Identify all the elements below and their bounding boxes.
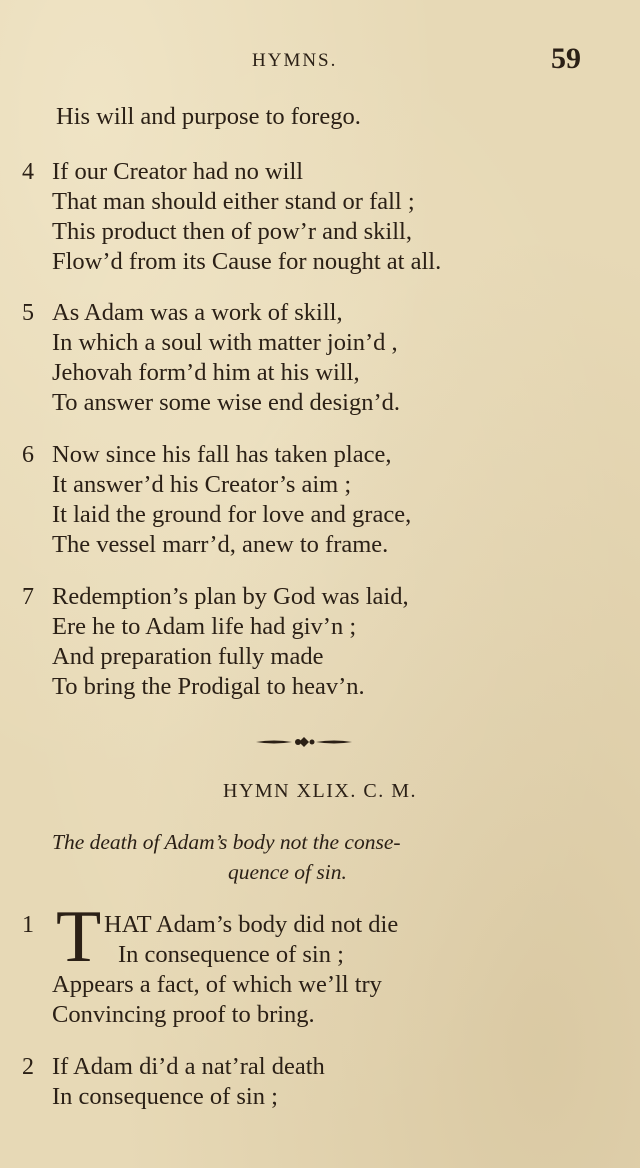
- verse-line: The vessel marr’d, anew to frame.: [52, 531, 389, 558]
- verse-line: Appears a fact, of which we’ll try: [52, 971, 382, 998]
- stanza-number: 1: [22, 912, 34, 938]
- verse-line: If our Creator had no will: [52, 158, 304, 185]
- verse-line: Now since his fall has taken place,: [52, 441, 392, 468]
- stanza-number: 4: [22, 159, 34, 185]
- verse-line: Jehovah form’d him at his will,: [52, 359, 360, 386]
- verse-line: Ere he to Adam life had giv’n ;: [52, 613, 357, 640]
- verse-line: In consequence of sin ;: [118, 941, 344, 968]
- ornament-right-flourish: [316, 741, 352, 744]
- verse-line: Redemption’s plan by God was laid,: [52, 583, 409, 610]
- ornament-dot: [310, 740, 315, 745]
- stanza-number: 2: [22, 1054, 34, 1080]
- verse-line: That man should either stand or fall ;: [52, 188, 415, 215]
- ornament-divider: [254, 734, 354, 750]
- running-title: HYMNS.: [252, 50, 338, 71]
- running-head: [0, 42, 640, 80]
- drop-cap: T: [56, 896, 102, 978]
- hymn-subtitle-line-2: quence of sin.: [228, 860, 347, 884]
- stanza-number: 7: [22, 584, 34, 610]
- hymn-subtitle-line-1: The death of Adam’s body not the conse-: [52, 830, 401, 854]
- verse-line: To answer some wise end design’d.: [52, 389, 401, 416]
- verse-line: As Adam was a work of skill,: [52, 299, 343, 326]
- verse-line: In which a soul with matter join’d ,: [52, 329, 398, 356]
- verse-line: This product then of pow’r and skill,: [52, 218, 412, 245]
- continuation-line: His will and purpose to forego.: [56, 103, 361, 130]
- verse-line: In consequence of sin ;: [52, 1083, 278, 1110]
- verse-line: HAT Adam’s body did not die: [104, 911, 399, 938]
- stanza-number: 5: [22, 300, 34, 326]
- verse-line: To bring the Prodigal to heav’n.: [52, 673, 365, 700]
- verse-line: It answer’d his Creator’s aim ;: [52, 471, 352, 498]
- hymn-title: HYMN XLIX. C. M.: [223, 780, 417, 802]
- stanza-number: 6: [22, 442, 34, 468]
- verse-line: And preparation fully made: [52, 643, 324, 670]
- ornament-left-flourish: [256, 741, 292, 744]
- ornament-diamond: [299, 737, 309, 747]
- verse-line: Flow’d from its Cause for nought at all.: [52, 248, 442, 275]
- verse-line: Convincing proof to bring.: [52, 1001, 315, 1028]
- verse-line: If Adam di’d a nat’ral death: [52, 1053, 325, 1080]
- page-number: 59: [551, 42, 581, 75]
- verse-line: It laid the ground for love and grace,: [52, 501, 412, 528]
